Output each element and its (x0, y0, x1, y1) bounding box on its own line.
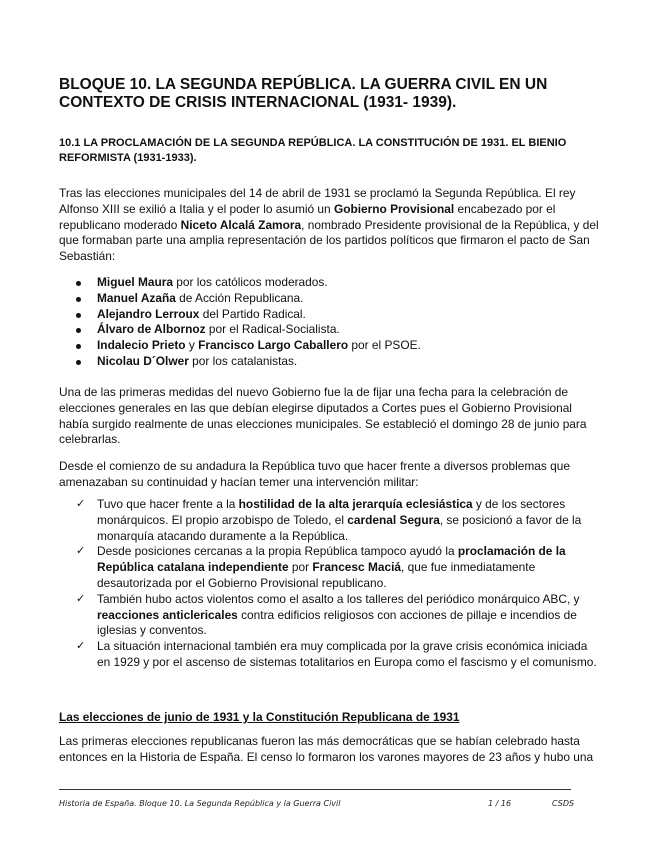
member-name: Manuel Azaña (97, 290, 176, 305)
problem-text: La situación internacional también era muy complicada por la grave crisis económica iniciada en 1929 y por el ascenso de sistemas totalitarios en Europa como el fascismo y el comunismo. (97, 639, 597, 669)
check-icon: ✓ (76, 498, 86, 510)
member-party: por el PSOE. (348, 338, 421, 353)
list-item (59, 497, 599, 544)
problem-bold: reacciones anticlericales (97, 607, 238, 622)
bullet-icon (76, 328, 81, 333)
intro-bold-2: Niceto Alcalá Zamora (180, 217, 302, 232)
list-item (59, 307, 599, 323)
elections-paragraph: Las primeras elecciones republicanas fueron las más democráticas que se habían celebrado hasta entonces en la Historia de España. El censo lo formaron los varones mayores de 23 años y hubo una (59, 734, 594, 764)
check-icon: ✓ (76, 592, 86, 605)
section-heading: Las elecciones de junio de 1931 y la Constitución Republicana de 1931 (59, 710, 460, 724)
government-members-list (59, 275, 599, 370)
list-item (59, 544, 599, 591)
footer-title: Historia de España. Bloque 10. La Segunda República y la Guerra Civil (59, 799, 341, 808)
elections-date-paragraph: Una de las primeras medidas del nuevo Gobierno fue la de fijar una fecha para la celebración de elecciones generales en las que debían elegirse diputados a Cortes pues el Gobierno Provisional había surgido realmente de unas elecciones municipales. Se estableció el domingo 28 de junio para celebrarlas. (59, 385, 587, 447)
list-item (59, 338, 599, 354)
list-item (59, 322, 599, 338)
list-item (59, 354, 599, 370)
intro-bold-1: Gobierno Provisional (333, 201, 455, 216)
member-name: Indalecio Prieto (97, 338, 186, 353)
bullet-icon (76, 360, 81, 365)
bullet-icon (76, 313, 81, 318)
problem-text: , que fue inmediatamente desautorizada por el Gobierno Provisional republicano. (97, 560, 536, 590)
member-party: por el Radical-Socialista. (205, 322, 340, 337)
problem-text: Desde posiciones cercanas a la propia República tampoco ayudó la (97, 544, 458, 559)
member-name-2: Francisco Largo Caballero (198, 338, 349, 353)
member-party: por los católicos moderados. (172, 275, 328, 289)
problem-text: , se posicionó a favor de la monarquía atacando duramente a la República. (97, 512, 582, 543)
problem-bold: proclamación de la República catalana independiente (97, 544, 566, 575)
problem-bold: Francesc Maciá (312, 560, 401, 575)
problem-text: y de los sectores monárquicos. El propio arzobispo de Toledo, el (97, 497, 566, 527)
footer-divider (59, 789, 571, 790)
check-icon: ✓ (76, 545, 86, 558)
page-number: 1 / 16 (488, 799, 512, 808)
list-item (59, 275, 599, 291)
intro-text-1: Tras las elecciones municipales del 14 de abril de 1931 se proclamó la Segunda República. El rey Alfonso XIII se exilió a Italia y el poder lo asumió un (59, 186, 576, 216)
list-item (59, 639, 599, 671)
page-title: BLOQUE 10. LA SEGUNDA REPÚBLICA. LA GUERRA CIVIL EN UN CONTEXTO DE CRISIS INTERNACIONAL (1931- 1939). (59, 76, 548, 111)
intro-text-3: , nombrado Presidente provisional de la República, y del que formaban parte una amplia representación de los partidos políticos que firmaron el pacto de San Sebastián: (59, 217, 599, 264)
check-icon: ✓ (76, 640, 86, 653)
member-conjunction: y (185, 338, 199, 353)
bullet-icon (76, 297, 81, 302)
problem-text: También hubo actos violentos como el asalto a los talleres del periódico monárquico ABC, y (97, 591, 580, 606)
problem-text: Tuvo que hacer frente a la (97, 497, 239, 511)
section-subtitle: 10.1 LA PROCLAMACIÓN DE LA SEGUNDA REPÚBLICA. LA CONSTITUCIÓN DE 1931. EL BIENIO REFORMISTA (1931-1933). (59, 137, 567, 164)
bullet-icon (76, 281, 81, 286)
problem-text: contra edificios religiosos con acciones de pillaje e incendios de iglesias y conventos. (97, 607, 577, 638)
problems-intro-paragraph: Desde el comienzo de su andadura la República tuvo que hacer frente a diversos problemas que amenazaban su continuidad y hacían temer una intervención militar: (59, 459, 570, 489)
member-party: por los catalanistas. (188, 353, 298, 368)
member-name: Nicolau D´Olwer (97, 353, 189, 368)
problem-bold: hostilidad de la alta jerarquía eclesiástica (238, 497, 473, 511)
list-item (59, 592, 599, 639)
bullet-icon (76, 344, 81, 349)
member-name: Álvaro de Albornoz (97, 322, 206, 337)
problem-bold: cardenal Segura (347, 512, 440, 527)
problems-list (59, 497, 599, 671)
intro-text-2: encabezado por el republicano moderado (59, 201, 556, 232)
member-party: del Partido Radical. (199, 306, 306, 321)
member-party: de Acción Republicana. (175, 290, 304, 305)
footer-initials: CSDS (552, 799, 575, 808)
member-name: Miguel Maura (97, 275, 173, 289)
problem-text: por (288, 560, 313, 575)
member-name: Alejandro Lerroux (97, 306, 200, 321)
list-item (59, 291, 599, 307)
intro-paragraph (59, 186, 599, 265)
